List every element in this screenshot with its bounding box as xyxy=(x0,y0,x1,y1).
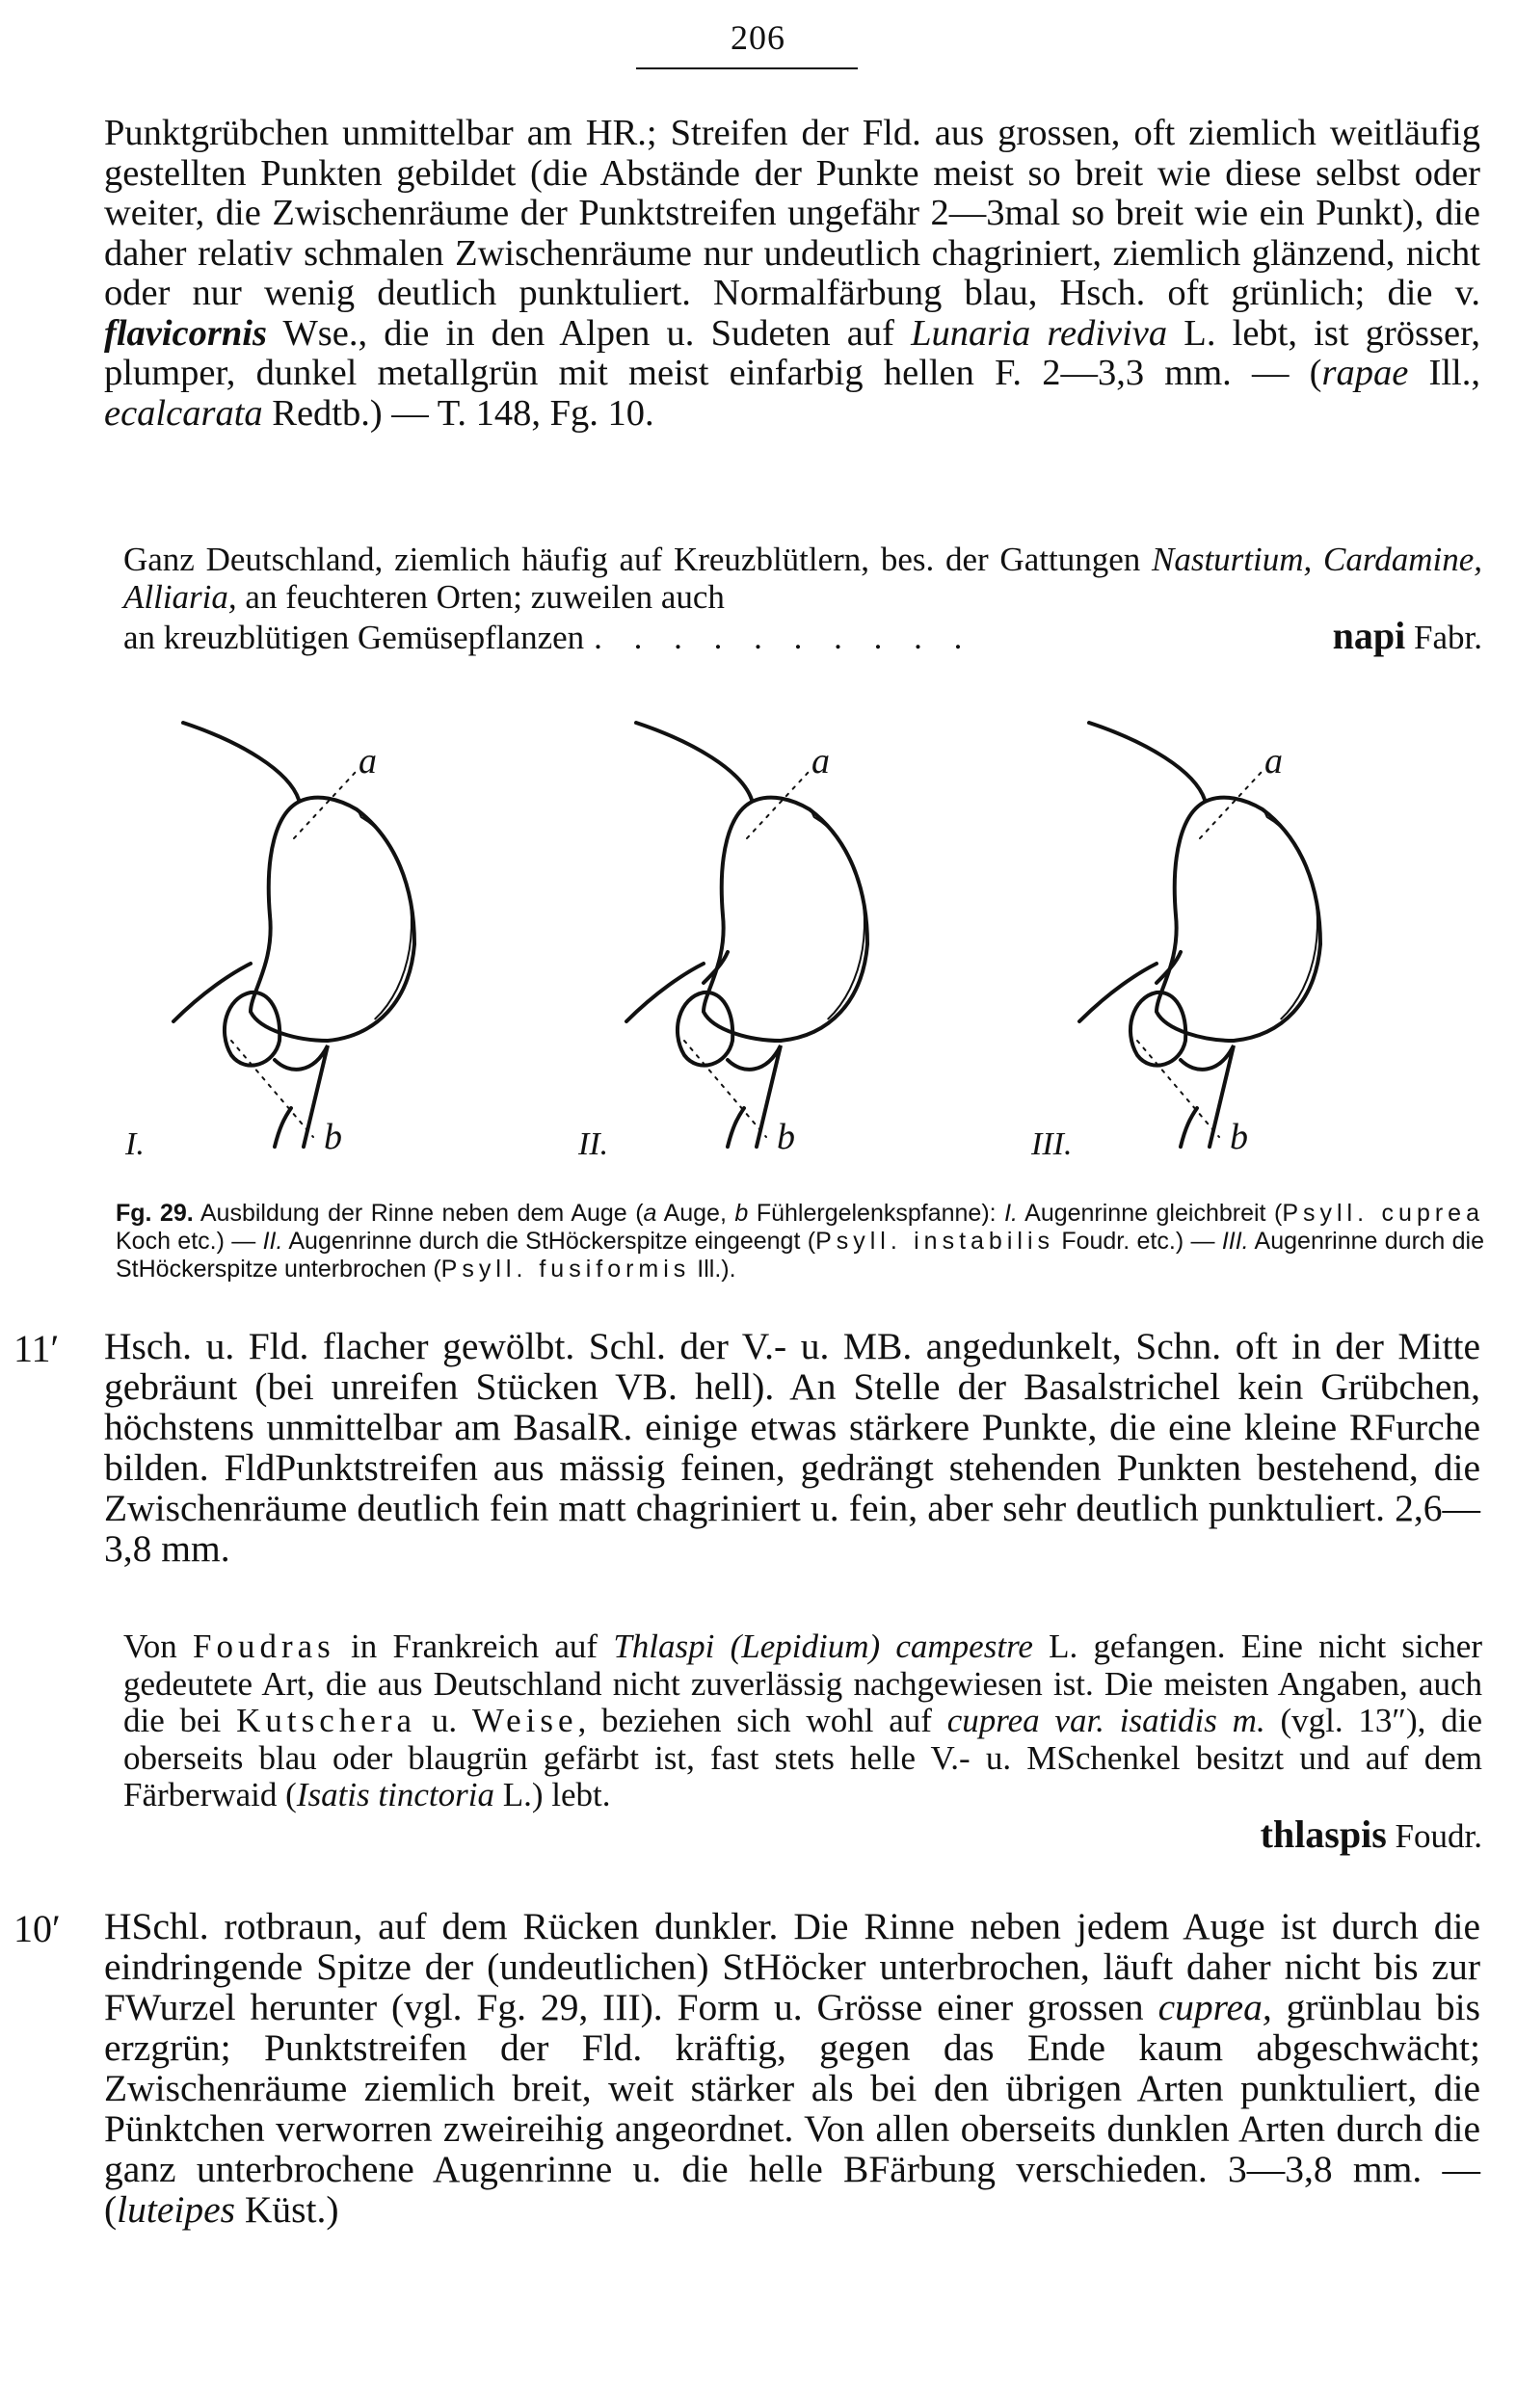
author-weise: Weise xyxy=(471,1702,578,1739)
couplet-number-11: 11′ xyxy=(13,1327,60,1370)
label-a-3: a xyxy=(1264,741,1283,781)
lower-line-3 xyxy=(1181,1108,1197,1147)
caption-text-6: Augenrinne durch die StHöckerspitze eingeengt ( xyxy=(282,1228,816,1255)
figure-29 xyxy=(106,694,1494,1176)
note2-text-6: L.) lebt. xyxy=(493,1776,611,1813)
caption-text-2: Auge, xyxy=(656,1200,735,1227)
eye-outline-3 xyxy=(1157,798,1320,1041)
caption-text-8: Augenrinne durch die StHöckerspitze unterbrochen ( xyxy=(116,1228,1484,1283)
paragraph-napi-description xyxy=(104,114,1480,434)
note1-text: Ganz Deutschland, ziemlich häufig auf Kreuzblütlern, bes. der Gattungen xyxy=(123,541,1152,578)
author-fabr: Fabr. xyxy=(1405,619,1482,656)
para10-text-2: grünblau bis erzgrün; Punktstreifen der Fld. kräftig, gegen das Ende kaum abgeschwächt; Zwischenräume ziemlich breit, weit stärker als bei den übrigen Arten punktuliert, die Pünktchen verworren zweireihig angeordnet. Von allen oberseits dunklen Arten durch die ganz unterbrochene Augenrinne u. die helle BFärbung verschieden. 3—3,8 mm. — ( xyxy=(104,1986,1481,2231)
cheek-line-3 xyxy=(1181,1045,1234,1147)
synonym-luteipes: luteipes xyxy=(117,2188,236,2231)
species-thlaspis: thlaspis xyxy=(1260,1812,1387,1856)
caption-psyll-fusiformis: Psyll. fusiformis xyxy=(440,1256,691,1283)
label-b-3: b xyxy=(1230,1117,1248,1157)
caption-text-3: Fühlergelenkspfanne): xyxy=(748,1200,1005,1227)
caption-text-1: Ausbildung der Rinne neben dem Auge ( xyxy=(193,1200,644,1227)
caption-psyll-cuprea: Psyll. cuprea xyxy=(1282,1200,1484,1227)
paragraph-couplet-11: Hsch. u. Fld. flacher gewölbt. Schl. der V.- u. MB. angedunkelt, Schn. oft in der Mitte gebräunt (bei unreifen Stücken VB. hell). An Stelle der Basalstrichel kein Grübchen, höchstens unmittelbar am BasalR. einige etwas stärkere Punkte, die eine kleine RFurche bilden. FldPunktstreifen aus mässig feinen, gedrängt stehenden Punkten bestehend, die Zwischenräume deutlich fein matt chagriniert u. fein, aber sehr deutlich punktuliert. 2,6—3,8 mm. xyxy=(104,1325,1480,1570)
caption-roman-1: I. xyxy=(1004,1200,1019,1227)
header-rule xyxy=(636,67,858,69)
cheek-line-1 xyxy=(275,1045,328,1147)
genera-list: Nasturtium, Cardamine, Alliaria, xyxy=(123,541,1482,616)
caption-roman-2: II. xyxy=(262,1228,283,1255)
note2-text-4: , beziehen sich wohl auf xyxy=(577,1702,947,1739)
synonym-rapae: rapae xyxy=(1321,353,1409,393)
figure-29-drawing xyxy=(106,694,1494,1176)
plant-thlaspi: Thlaspi (Lepidium) campestre xyxy=(613,1627,1033,1665)
plant-isatis: Isatis tinctoria xyxy=(296,1776,494,1813)
couplet-number-10: 10′ xyxy=(13,1907,61,1950)
para1-text-4: Ill., xyxy=(1408,353,1480,393)
caption-roman-3: III. xyxy=(1221,1228,1249,1255)
caption-text-5: Koch etc.) — xyxy=(116,1228,263,1255)
leader-dots: . . . . . . . . . . xyxy=(594,620,974,656)
caption-text-9: Ill.). xyxy=(690,1256,736,1283)
synonym-ecalcarata: ecalcarata xyxy=(104,392,263,434)
caption-fig-number: Fg. 29. xyxy=(116,1200,194,1227)
para10-text-3: Küst.) xyxy=(235,2188,339,2231)
figure-caption xyxy=(116,1200,1484,1283)
note1-last-line xyxy=(123,616,1482,657)
note2-text-5: (vgl. 13″), die oberseits blau oder blaugrün gefärbt ist, fast stets helle V.- u. MSchenkel besitzt und auf dem Färberwaid ( xyxy=(123,1702,1482,1813)
para10-text-1: HSchl. rotbraun, auf dem Rücken dunkler. Die Rinne neben jedem Auge ist durch die eindringende Spitze der (undeutlichen) StHöcker unterbrochen, läuft daher nicht bis zur FWurzel herunter (vgl. Fg. 29, III). Form u. Grösse einer grossen xyxy=(104,1905,1480,2028)
figure-strokes xyxy=(173,723,1320,1147)
label-roman-2: II. xyxy=(578,1126,609,1162)
caption-a: a xyxy=(643,1200,657,1227)
lower-line-2 xyxy=(728,1108,744,1147)
label-roman-1: I. xyxy=(125,1126,145,1162)
label-a-2: a xyxy=(811,741,830,781)
groove-line-2 xyxy=(626,964,704,1021)
author-foudras: Foudras xyxy=(193,1627,335,1665)
caption-text-4: Augenrinne gleichbreit ( xyxy=(1018,1200,1283,1227)
para1-text-3: L. lebt, ist grösser, plumper, dunkel metallgrün mit meist einfarbig hellen F. 2—3,3 mm. — ( xyxy=(104,312,1480,393)
note1-text-2: an feuchteren Orten; zuweilen auch xyxy=(236,577,725,616)
species-flavicornis: flavicornis xyxy=(104,312,267,354)
eye-outline-2 xyxy=(704,798,867,1041)
caption-psyll-instabilis: Psyll. instabilis xyxy=(815,1228,1054,1255)
note-thlaspis xyxy=(123,1628,1482,1855)
para1-text-2: Wse., die in den Alpen u. Sudeten auf xyxy=(266,312,912,354)
label-roman-3: III. xyxy=(1031,1126,1073,1162)
note1-last: an kreuzblütigen Gemüsepflanzen xyxy=(123,619,585,656)
head-outline-2 xyxy=(636,723,752,800)
variety-isatidis: cuprea var. isatidis m. xyxy=(946,1702,1265,1739)
caption-text-7: Foudr. etc.) — xyxy=(1054,1228,1222,1255)
note-napi-distribution xyxy=(123,542,1482,657)
eye-outline-1 xyxy=(251,798,414,1041)
groove-line-1 xyxy=(173,964,251,1021)
groove-line-3 xyxy=(1079,964,1157,1021)
note2-text-2: L. gefangen. Eine nicht sicher gedeutete Art, die aus Deutschland nicht zuverlässig nachgewiesen ist. Die meisten Angaben, auch die bei xyxy=(123,1627,1482,1739)
paragraph-couplet-10 xyxy=(104,1906,1480,2230)
head-outline-3 xyxy=(1089,723,1205,800)
species-name-thlaspis xyxy=(123,1814,1482,1856)
author-kutschera: Kutschera xyxy=(236,1702,417,1739)
note2-text-3: u. xyxy=(416,1702,472,1739)
head-outline-1 xyxy=(183,723,299,800)
plant-lunaria: Lunaria rediviva xyxy=(911,312,1168,354)
label-a-1: a xyxy=(359,741,377,781)
note2-text-1: in Frankreich auf xyxy=(334,1627,614,1665)
species-cuprea: cuprea, xyxy=(1157,1986,1272,2028)
lower-line-1 xyxy=(275,1108,291,1147)
caption-b: b xyxy=(734,1200,749,1227)
para1-text-5: Redtb.) — T. 148, Fg. 10. xyxy=(262,392,654,434)
label-b-2: b xyxy=(777,1117,795,1157)
cheek-line-2 xyxy=(728,1045,781,1147)
species-name-napi xyxy=(1333,616,1482,657)
page-number: 206 xyxy=(731,18,785,57)
note2-text: Von xyxy=(123,1627,194,1665)
label-b-1: b xyxy=(324,1117,342,1157)
author-foudr: Foudr. xyxy=(1386,1816,1482,1855)
para1-text: Punktgrübchen unmittelbar am HR.; Streifen der Fld. aus grossen, oft ziemlich weitläufig gestellten Punkten gebildet (die Abstände der Punkte meist so breit wie diese selbst oder weiter, die Zwischenräume der Punktstreifen ungefähr 2—3mal so breit wie ein Punkt), die daher relativ schmalen Zwischenräume nur undeutlich chagriniert, ziemlich glänzend, nicht oder nur wenig deutlich punktuliert. Normalfärbung blau, Hsch. oft grünlich; die v. xyxy=(104,113,1480,313)
species-napi: napi xyxy=(1332,614,1406,657)
